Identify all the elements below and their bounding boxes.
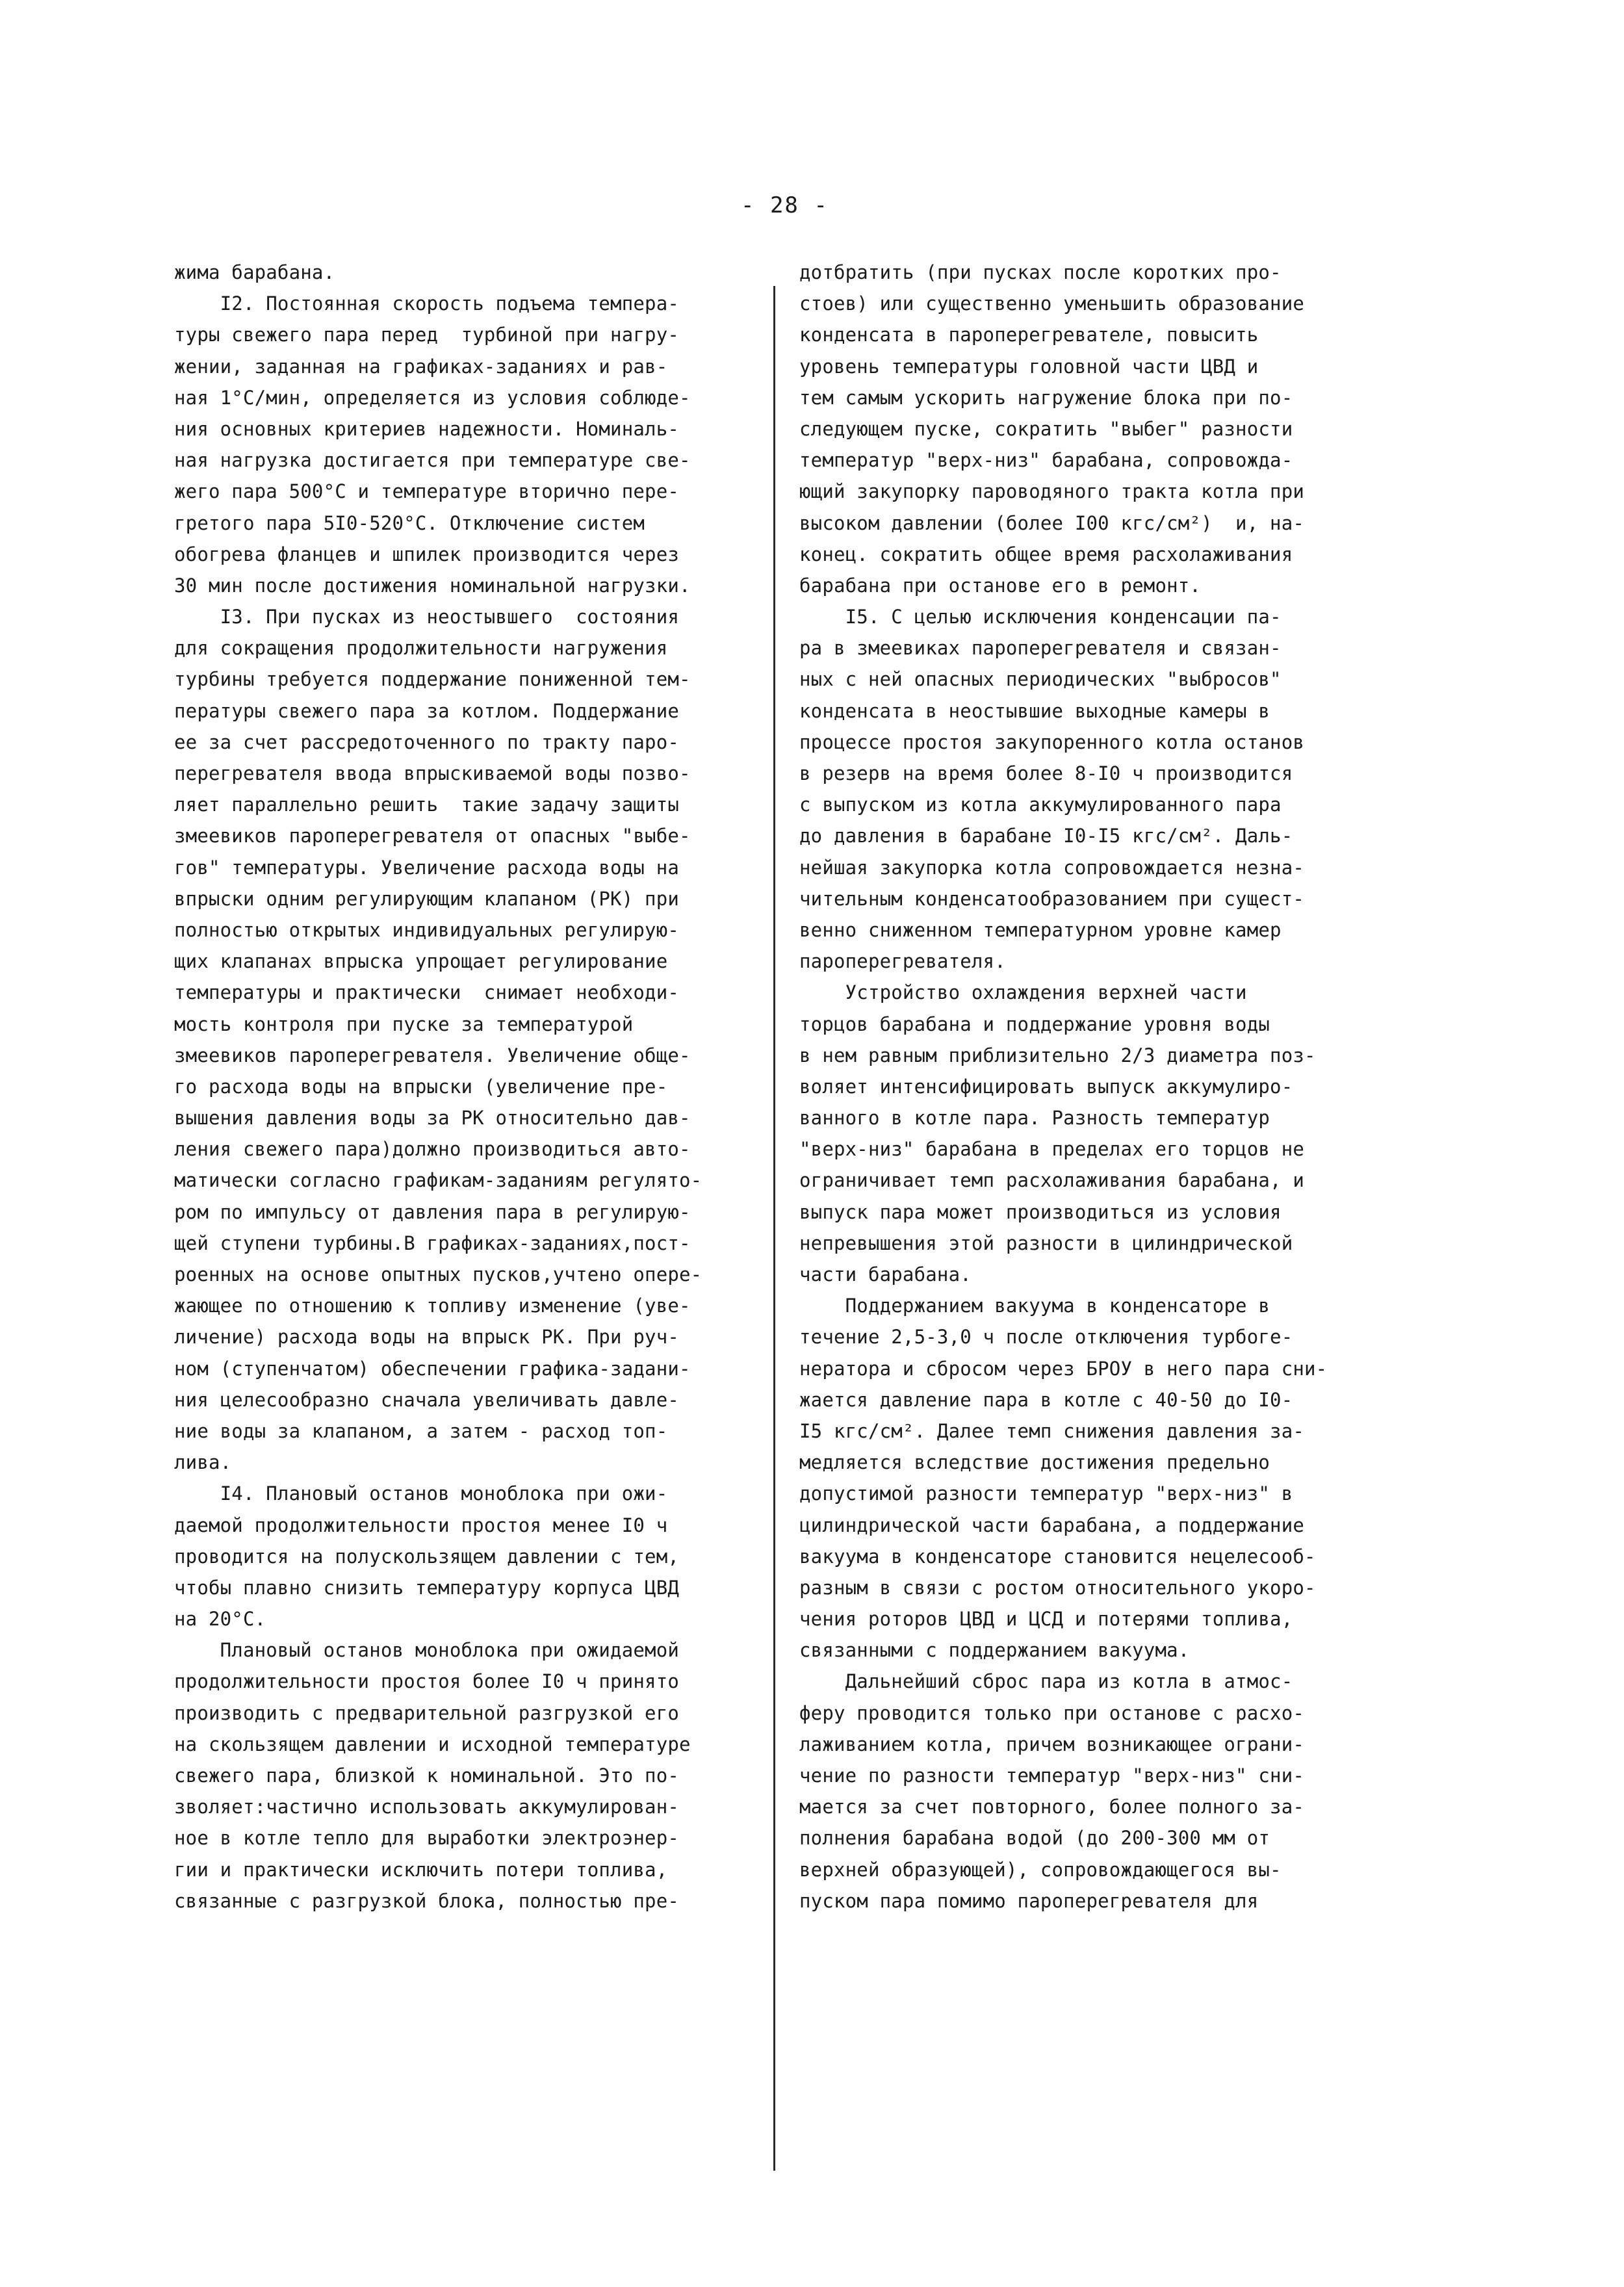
text-line: жается давление пара в котле с 40-50 до I0- (799, 1388, 1293, 1411)
page-number: - 28 - (741, 192, 829, 218)
text-line: непревышения этой разности в цилиндрической (799, 1232, 1293, 1254)
text-line: до давления в барабане I0-I5 кгс/см². Даль- (799, 825, 1293, 847)
text-line: ванного в котле пара. Разность температур (799, 1107, 1270, 1130)
text-line: пуском пара помимо пароперегревателя для (799, 1889, 1259, 1912)
text-line: Устройство охлаждения верхней части (799, 981, 1247, 1004)
text-line: высоком давлении (более I00 кгс/см²) и, на- (799, 511, 1305, 534)
text-line: ная нагрузка достигается при температуре све- (174, 449, 691, 472)
text-line: пературы свежего пара за котлом. Поддержание (174, 699, 680, 722)
text-line: на скользящем давлении и исходной температуре (174, 1733, 691, 1755)
text-line: жима барабана. (174, 261, 335, 283)
text-line: выпуск пара может производиться из условия (799, 1200, 1282, 1223)
text-line: чтобы плавно снизить температуру корпуса ЦВД (174, 1576, 680, 1599)
text-line: чение по разности температур "верх-низ" сни- (799, 1764, 1305, 1787)
text-line: течение 2,5-3,0 ч после отключения турбоге- (799, 1326, 1293, 1349)
text-line: конденсата в неостывшие выходные камеры в (799, 699, 1270, 722)
text-line: связанные с разгрузкой блока, полностью пре- (174, 1889, 680, 1912)
text-line: проводится на полускользящем давлении с тем, (174, 1545, 680, 1568)
text-line: продолжительности простоя более I0 ч принято (174, 1670, 680, 1693)
text-line: I3. При пусках из неостывшего состояния (174, 606, 680, 628)
text-line: на 20°С. (174, 1608, 266, 1631)
text-line: гии и практически исключить потери топлива, (174, 1858, 668, 1881)
text-line: Поддержанием вакуума в конденсаторе в (799, 1295, 1270, 1317)
text-line: ограничивает темп расхолаживания барабана, и (799, 1169, 1305, 1192)
text-line: полнения барабана водой (до 200-300 мм от (799, 1827, 1270, 1850)
text-line: температур "верх-низ" барабана, сопровожда- (799, 449, 1293, 472)
text-line: ных с ней опасных периодических "выбросов" (799, 668, 1282, 691)
left-text-column (174, 257, 759, 1917)
text-line: жего пара 500°С и температуре вторично пере- (174, 480, 680, 503)
text-line: ра в змеевиках пароперегревателя и связан- (799, 637, 1282, 660)
text-line: щей ступени турбины.В графиках-заданиях,пост- (174, 1232, 691, 1254)
text-line: температуры и практически снимает необходи- (174, 981, 680, 1004)
text-line: чительным конденсатообразованием при сущест- (799, 887, 1305, 910)
text-line: пароперегревателя. (799, 950, 1006, 973)
text-line: жающее по отношению к топливу изменение (уве- (174, 1295, 691, 1317)
text-line: турбины требуется поддержание пониженной тем- (174, 668, 691, 691)
text-line: производить с предварительной разгрузкой его (174, 1701, 680, 1724)
text-line: воляет интенсифицировать выпуск аккумулиро- (799, 1075, 1293, 1098)
text-line: полностью открытых индивидуальных регулирую- (174, 918, 680, 941)
text-line: для сокращения продолжительности нагружения (174, 637, 668, 660)
text-line: гретого пара 5I0-520°С. Отключение систем (174, 511, 645, 534)
text-line: верхней образующей), сопровождающегося вы- (799, 1858, 1282, 1881)
text-line: даемой продолжительности простоя менее I0 ч (174, 1514, 668, 1536)
text-line: ющий закупорку пароводяного тракта котла при (799, 480, 1305, 503)
text-line: с выпуском из котла аккумулированного пара (799, 794, 1282, 816)
text-line: мается за счет повторного, более полного за- (799, 1796, 1305, 1818)
column-divider (773, 286, 775, 2171)
text-line: "верх-низ" барабана в пределах его торцов не (799, 1138, 1305, 1161)
text-line: ляет параллельно решить такие задачу защиты (174, 794, 680, 816)
text-line: мость контроля при пуске за температурой (174, 1013, 634, 1035)
text-line: разным в связи с ростом относительного укоро- (799, 1576, 1316, 1599)
text-line: допустимой разности температур "верх-низ" в (799, 1482, 1293, 1505)
text-line: лаживанием котла, причем возникающее ограни- (799, 1733, 1305, 1755)
text-line: гов" температуры. Увеличение расхода воды на (174, 856, 680, 879)
text-line: I5. С целью исключения конденсации па- (799, 606, 1282, 628)
text-line: нератора и сбросом через БРОУ в него пара сни- (799, 1357, 1328, 1380)
text-line: барабана при останове его в ремонт. (799, 574, 1202, 597)
text-line: части барабана. (799, 1263, 972, 1286)
text-line: щих клапанах впрыска упрощает регулирование (174, 950, 668, 973)
text-line: цилиндрической части барабана, а поддержание (799, 1514, 1305, 1536)
text-line: тем самым ускорить нагружение блока при по- (799, 386, 1293, 409)
text-line: венно сниженном температурном уровне камер (799, 918, 1282, 941)
text-line: лива. (174, 1451, 232, 1474)
text-line: жении, заданная на графиках-заданиях и рав- (174, 355, 668, 378)
text-line: медляется вследствие достижения предельно (799, 1451, 1270, 1474)
text-line: в резерв на время более 8-I0 ч производится (799, 762, 1293, 784)
text-line: ное в котле тепло для выработки электроэнер- (174, 1827, 680, 1850)
text-line: следующем пуске, сократить "выбег" разности (799, 417, 1293, 440)
text-line: чения роторов ЦВД и ЦСД и потерями топлива, (799, 1608, 1293, 1631)
text-line: обогрева фланцев и шпилек производится через (174, 543, 680, 565)
text-line: вакуума в конденсаторе становится нецелесооб- (799, 1545, 1316, 1568)
text-line: го расхода воды на впрыски (увеличение пре- (174, 1075, 668, 1098)
text-line: ная 1°С/мин, определяется из условия соблюде- (174, 386, 691, 409)
text-line: Дальнейший сброс пара из котла в атмос- (799, 1670, 1293, 1693)
text-line: дотбратить (при пусках после коротких про- (799, 261, 1282, 283)
text-line: змеевиков пароперегревателя. Увеличение обще- (174, 1044, 691, 1066)
text-line: личение) расхода воды на впрыск РК. При руч- (174, 1326, 680, 1349)
text-line: стоев) или существенно уменьшить образование (799, 292, 1305, 315)
text-line: ние воды за клапаном, а затем - расход топ- (174, 1419, 668, 1442)
text-line: зволяет:частично использовать аккумулирован- (174, 1796, 680, 1818)
text-line: Плановый останов моноблока при ожидаемой (174, 1639, 680, 1662)
text-line: впрыски одним регулирующим клапаном (РК) при (174, 887, 680, 910)
text-line: ее за счет рассредоточенного по тракту паро- (174, 730, 680, 753)
text-line: I4. Плановый останов моноблока при ожи- (174, 1482, 668, 1505)
text-line: свежего пара, близкой к номинальной. Это по- (174, 1764, 680, 1787)
text-line: торцов барабана и поддержание уровня воды (799, 1013, 1270, 1035)
text-line: в нем равным приблизительно 2/3 диаметра поз- (799, 1044, 1316, 1066)
text-line: I5 кгс/см². Далее темп снижения давления за- (799, 1419, 1305, 1442)
text-line: связанными с поддержанием вакуума. (799, 1639, 1190, 1662)
text-line: матически согласно графикам-заданиям регулято- (174, 1169, 702, 1192)
text-line: ления свежего пара)должно производиться авто- (174, 1138, 691, 1161)
text-line: туры свежего пара перед турбиной при нагру- (174, 324, 680, 346)
text-line: вышения давления воды за РК относительно дав- (174, 1107, 691, 1130)
text-line: роенных на основе опытных пусков,учтено опере- (174, 1263, 702, 1286)
text-line: конец. сократить общее время расхолаживания (799, 543, 1293, 565)
text-line: ния целесообразно сначала увеличивать давле- (174, 1388, 680, 1411)
right-text-column (799, 257, 1426, 1917)
text-line: ния основных критериев надежности. Номиналь- (174, 417, 680, 440)
text-line: 30 мин после достижения номинальной нагрузки. (174, 574, 691, 597)
text-line: нейшая закупорка котла сопровождается незна- (799, 856, 1305, 879)
text-line: уровень температуры головной части ЦВД и (799, 355, 1259, 378)
text-line: перегревателя ввода впрыскиваемой воды позво- (174, 762, 691, 784)
text-line: процессе простоя закупоренного котла останов (799, 730, 1305, 753)
text-line: феру проводится только при останове с расхо- (799, 1701, 1305, 1724)
text-line: I2. Постоянная скорость подъема темпера- (174, 292, 680, 315)
text-line: конденсата в пароперегревателе, повысить (799, 324, 1259, 346)
text-line: ром по импульсу от давления пара в регулирую- (174, 1200, 691, 1223)
text-line: ном (ступенчатом) обеспечении графика-задани- (174, 1357, 691, 1380)
text-line: змеевиков пароперегревателя от опасных "выбе- (174, 825, 691, 847)
